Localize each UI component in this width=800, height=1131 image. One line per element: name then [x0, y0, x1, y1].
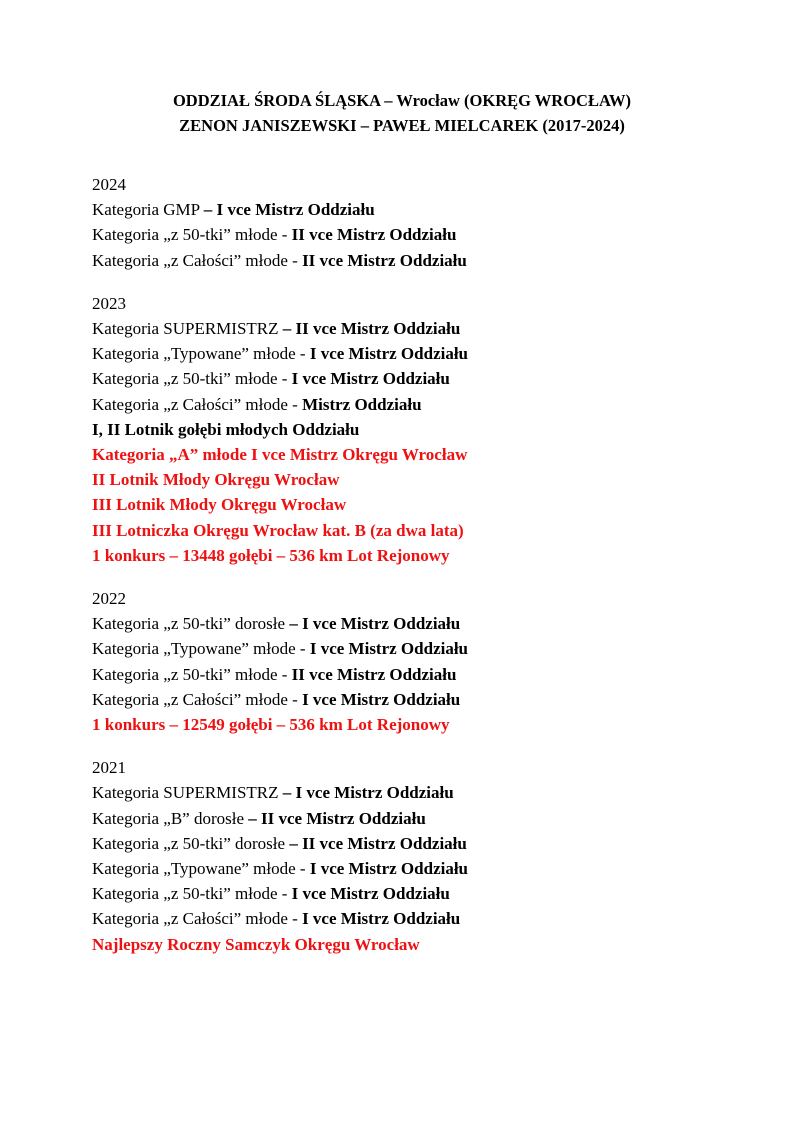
achievement-result: II vce Mistrz Oddziału	[302, 250, 467, 270]
achievement-result: III Lotniczka Okręgu Wrocław kat. B (za dwa lata)	[92, 520, 464, 540]
achievement-category: Kategoria „z Całości” młode -	[92, 689, 303, 709]
achievement-line	[92, 687, 712, 712]
achievement-sections	[92, 172, 712, 957]
section-year: 2024	[92, 175, 126, 194]
achievement-line	[92, 662, 712, 687]
title-line-2: ZENON JANISZEWSKI – PAWEŁ MIELCAREK (2017-2024)	[179, 116, 625, 135]
achievement-result: – II vce Mistrz Oddziału	[289, 833, 467, 853]
achievement-line	[92, 467, 712, 492]
achievement-category: Kategoria SUPERMISTRZ	[92, 319, 283, 339]
achievement-line	[92, 442, 712, 467]
achievement-result: – II vce Mistrz Oddziału	[248, 808, 426, 828]
title-line-1: ODDZIAŁ ŚRODA ŚLĄSKA – Wrocław (OKRĘG WROCŁAW)	[172, 91, 632, 110]
achievement-result: Najlepszy Roczny Samczyk Okręgu Wrocław	[92, 934, 420, 954]
achievement-category: Kategoria „Typowane” młode -	[92, 344, 310, 364]
achievement-result: – I vce Mistrz Oddziału	[289, 614, 461, 634]
achievement-line	[92, 248, 712, 273]
document-body	[92, 88, 712, 957]
achievement-result: I vce Mistrz Oddziału	[291, 369, 450, 389]
achievement-line	[92, 316, 712, 341]
achievement-result: II vce Mistrz Oddziału	[291, 664, 457, 684]
achievement-result: – I vce Mistrz Oddziału	[203, 200, 375, 220]
achievement-line	[92, 780, 712, 805]
achievement-category: Kategoria „Typowane” młode -	[92, 639, 310, 659]
achievement-category: Kategoria „z 50-tki” młode -	[92, 225, 292, 245]
achievement-result: – I vce Mistrz Oddziału	[282, 783, 454, 803]
achievement-result: I vce Mistrz Oddziału	[309, 639, 469, 659]
section-spacer	[92, 568, 712, 586]
achievement-result: II vce Mistrz Oddziału	[291, 225, 457, 245]
achievement-line	[92, 417, 712, 442]
achievement-result: I, II Lotnik gołębi młodych Oddziału	[92, 419, 360, 439]
achievement-line	[92, 831, 712, 856]
achievement-line	[92, 518, 712, 543]
achievement-category: Kategoria „z 50-tki” dorosłe	[92, 833, 290, 853]
achievement-result: 1 konkurs – 12549 gołębi – 536 km Lot Rejonowy	[92, 715, 450, 735]
achievement-line	[92, 366, 712, 391]
achievement-result: III Lotnik Młody Okręgu Wrocław	[92, 495, 347, 515]
section-year: 2021	[92, 758, 126, 778]
achievement-category: Kategoria „Typowane” młode -	[92, 859, 310, 879]
achievement-line	[92, 611, 712, 636]
achievement-result: I vce Mistrz Oddziału	[302, 689, 461, 709]
achievement-result: II Lotnik Młody Okręgu Wrocław	[92, 470, 340, 490]
achievement-result: Kategoria „A” młode I vce Mistrz Okręgu Wrocław	[92, 445, 468, 465]
achievement-category: Kategoria „B” dorosłe	[92, 808, 249, 828]
achievement-line	[92, 543, 712, 568]
achievement-line	[92, 222, 712, 247]
achievement-category: Kategoria „z Całości” młode -	[92, 909, 303, 929]
achievement-category: Kategoria „z 50-tki” młode -	[92, 884, 292, 904]
achievement-result: 1 konkurs – 13448 gołębi – 536 km Lot Rejonowy	[92, 545, 450, 565]
achievement-line	[92, 806, 712, 831]
achievement-result: I vce Mistrz Oddziału	[291, 884, 450, 904]
section-spacer	[92, 737, 712, 755]
achievement-line	[92, 932, 712, 957]
achievement-line	[92, 492, 712, 517]
section-year: 2022	[92, 589, 126, 609]
achievement-line	[92, 636, 712, 661]
achievement-category: Kategoria „z 50-tki” dorosłe	[92, 614, 290, 634]
achievement-category: Kategoria „z Całości” młode -	[92, 250, 303, 270]
achievement-line	[92, 197, 712, 222]
achievement-line	[92, 712, 712, 737]
achievement-line	[92, 856, 712, 881]
achievement-category: Kategoria „z 50-tki” młode -	[92, 369, 292, 389]
achievement-category: Kategoria „z 50-tki” młode -	[92, 664, 292, 684]
achievement-result: – II vce Mistrz Oddziału	[282, 319, 461, 339]
achievement-category: Kategoria GMP	[92, 200, 204, 220]
achievement-category: Kategoria „z Całości” młode -	[92, 394, 303, 414]
section-year: 2023	[92, 293, 126, 313]
achievement-result: Mistrz Oddziału	[302, 394, 422, 414]
section-spacer	[92, 273, 712, 291]
achievement-line	[92, 881, 712, 906]
achievement-result: I vce Mistrz Oddziału	[309, 344, 469, 364]
document-title	[92, 88, 712, 138]
achievement-category: Kategoria SUPERMISTRZ	[92, 783, 283, 803]
achievement-result: I vce Mistrz Oddziału	[302, 909, 461, 929]
achievement-result: I vce Mistrz Oddziału	[309, 859, 469, 879]
achievement-line	[92, 392, 712, 417]
achievement-line	[92, 341, 712, 366]
achievement-line	[92, 906, 712, 931]
